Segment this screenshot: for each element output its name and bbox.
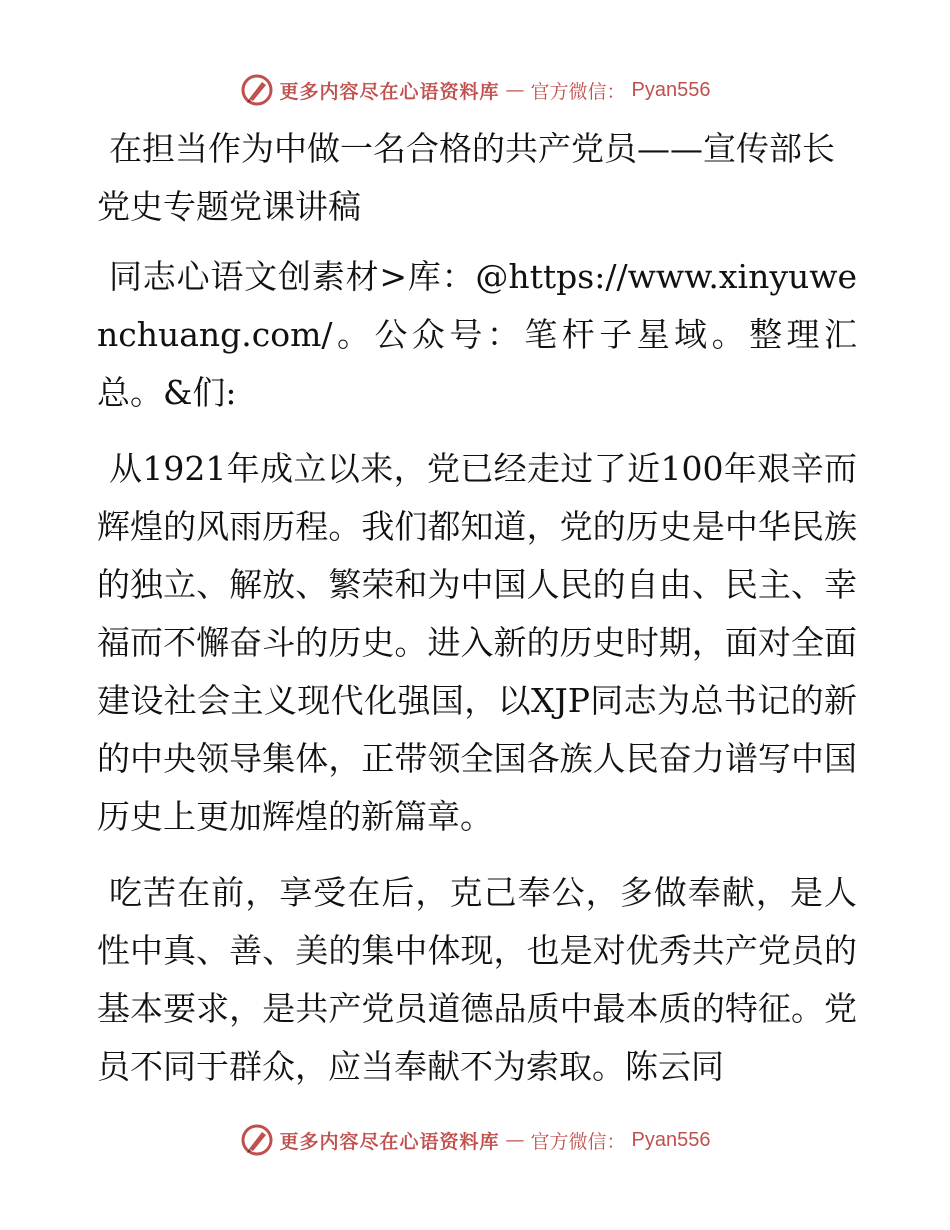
document-title: 在担当作为中做一名合格的共产党员——宣传部长党史专题党课讲稿 [97, 129, 835, 226]
banner-separator: — [505, 79, 525, 101]
pen-logo-icon [240, 1123, 274, 1157]
banner-wechat-id: Pyan556 [631, 78, 711, 101]
footer-banner [0, 1120, 950, 1160]
banner-wechat-label: 官方微信： [530, 80, 626, 103]
header-banner [0, 70, 950, 110]
banner-wechat-label: 官方微信： [530, 1130, 626, 1153]
paragraph-source: 同志心语文创素材>库：@https://www.xinyuwenchuang.com/。公众号：笔杆子星域。整理汇总。&们: [97, 257, 857, 412]
document-body [97, 120, 857, 1114]
banner-separator: — [505, 1129, 525, 1151]
banner-brand: 更多内容尽在心语资料库 [279, 1130, 500, 1153]
paragraph-dedication: 吃苦在前，享受在后，克己奉公，多做奉献，是人性中真、善、美的集中体现，也是对优秀共产党员的基本要求，是共产党员道德品质中最本质的特征。党员不同于群众，应当奉献不为索取。陈云同 [97, 873, 857, 1086]
banner-brand: 更多内容尽在心语资料库 [279, 80, 500, 103]
banner-wechat-id: Pyan556 [631, 1128, 711, 1151]
pen-logo-icon [240, 73, 274, 107]
paragraph-history: 从1921年成立以来，党已经走过了近100年艰辛而辉煌的风雨历程。我们都知道，党的历史是中华民族的独立、解放、繁荣和为中国人民的自由、民主、幸福而不懈奋斗的历史。进入新的历史时期，面对全面建设社会主义现代化强国，以XJP同志为总书记的新的中央领导集体，正带领全国各族人民奋力谱写中国历史上更加辉煌的新篇章。 [97, 449, 857, 836]
